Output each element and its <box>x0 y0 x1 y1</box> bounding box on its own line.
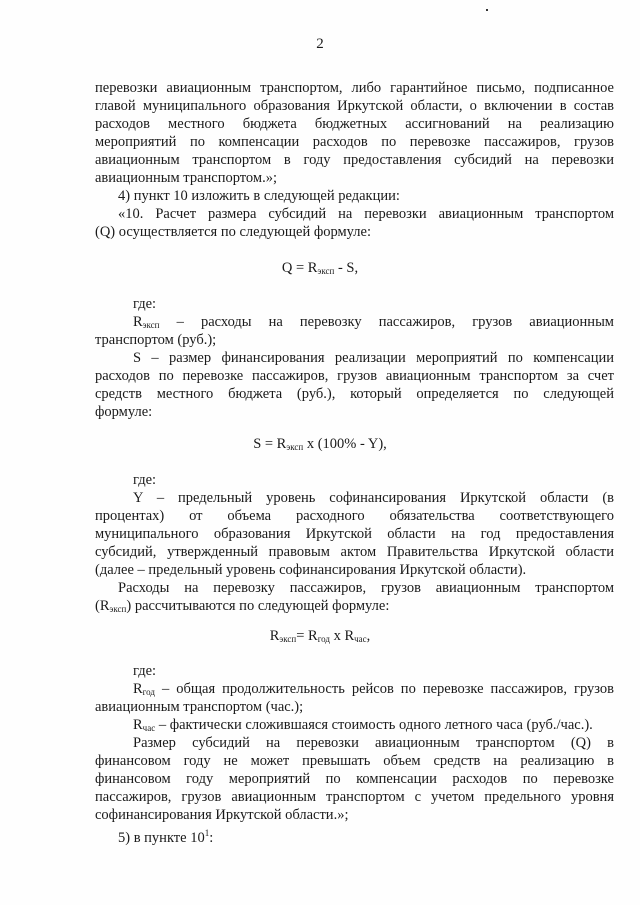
text-line: процентах) от объема расходного обязательства соответствующего <box>95 508 614 524</box>
page-number: 2 <box>316 36 324 52</box>
text-line: Y – предельный уровень софинансирования Иркутской области (в <box>133 490 614 506</box>
text-line: авиационным транспортом в году предоставления субсидий на перевозки <box>95 152 614 168</box>
text-line: где: <box>133 296 157 312</box>
text-line: 5) в пункте $10^1$: <box>118 828 214 846</box>
text-line: 4) пункт 10 изложить в следующей редакции: <box>118 188 400 204</box>
text-line: мероприятий по компенсации расходов по перевозке пассажиров, грузов <box>95 134 614 150</box>
text-line: расходов по перевозке пассажиров, грузов авиационным транспортом за счет <box>95 368 614 384</box>
text-line: где: <box>133 663 157 679</box>
formula-r: $R_{эксп}= R_{год}$ x $R_{час}$, <box>269 628 371 644</box>
text-line: средств местного бюджета (руб.), который определяется по следующей <box>95 386 614 402</box>
text-line: субсидий, утвержденный правовым актом Правительства Иркутской области <box>95 544 614 560</box>
text-line: «10. Расчет размера субсидий на перевозки авиационным транспортом <box>118 206 614 222</box>
text-line: (далее – предельный уровень софинансирования Иркутской области). <box>95 562 527 578</box>
text-line: расходов местного бюджета бюджетных ассигнований на реализацию <box>95 116 614 132</box>
text-line: Расходы на перевозку пассажиров, грузов авиационным транспортом <box>118 580 614 596</box>
text-line: перевозки авиационным транспортом, либо гарантийное письмо, подписанное <box>95 80 614 96</box>
text-line: пассажиров, грузов авиационным транспортом с учетом предельного уровня <box>95 789 614 805</box>
text-line: (Q) осуществляется по следующей формуле: <box>95 224 371 240</box>
text-line: $R_{эксп}$ – расходы на перевозку пассажиров, грузов авиационным <box>133 314 614 330</box>
text-line: главой муниципального образования Иркутской области, о включении в состав <box>95 98 614 114</box>
text-line: $(R_{эксп})$ рассчитываются по следующей формуле: <box>95 598 390 614</box>
text-line: $R_{год}$ – общая продолжительность рейсов по перевозке пассажиров, грузов <box>133 681 614 697</box>
text-line: транспортом (руб.); <box>95 332 217 348</box>
text-line: Размер субсидий на перевозки авиационным транспортом (Q) в <box>133 735 614 751</box>
text-line: где: <box>133 472 157 488</box>
formula-s: $S = R_{эксп}$ x (100% - Y), <box>253 436 387 452</box>
scan-dot <box>486 9 488 11</box>
text-line: формуле: <box>95 404 153 420</box>
text-line: S – размер финансирования реализации мероприятий по компенсации <box>133 350 614 366</box>
text-line: софинансирования Иркутской области.»; <box>95 807 349 823</box>
text-line: $R_{час}$ – фактически сложившаяся стоимость одного летного часа (руб./час.). <box>133 717 593 733</box>
text-line: авиационным транспортом (час.); <box>95 699 304 715</box>
text-line: финансовом году не может превышать объем средств на реализацию в <box>95 753 614 769</box>
text-line: авиационным транспортом.»; <box>95 170 277 186</box>
text-line: финансовом году мероприятий по компенсации расходов по перевозке <box>95 771 614 787</box>
formula-q: $Q = R_{эксп} - S$, <box>281 260 359 276</box>
text-line: муниципального образования Иркутской области на год предоставления <box>95 526 614 542</box>
